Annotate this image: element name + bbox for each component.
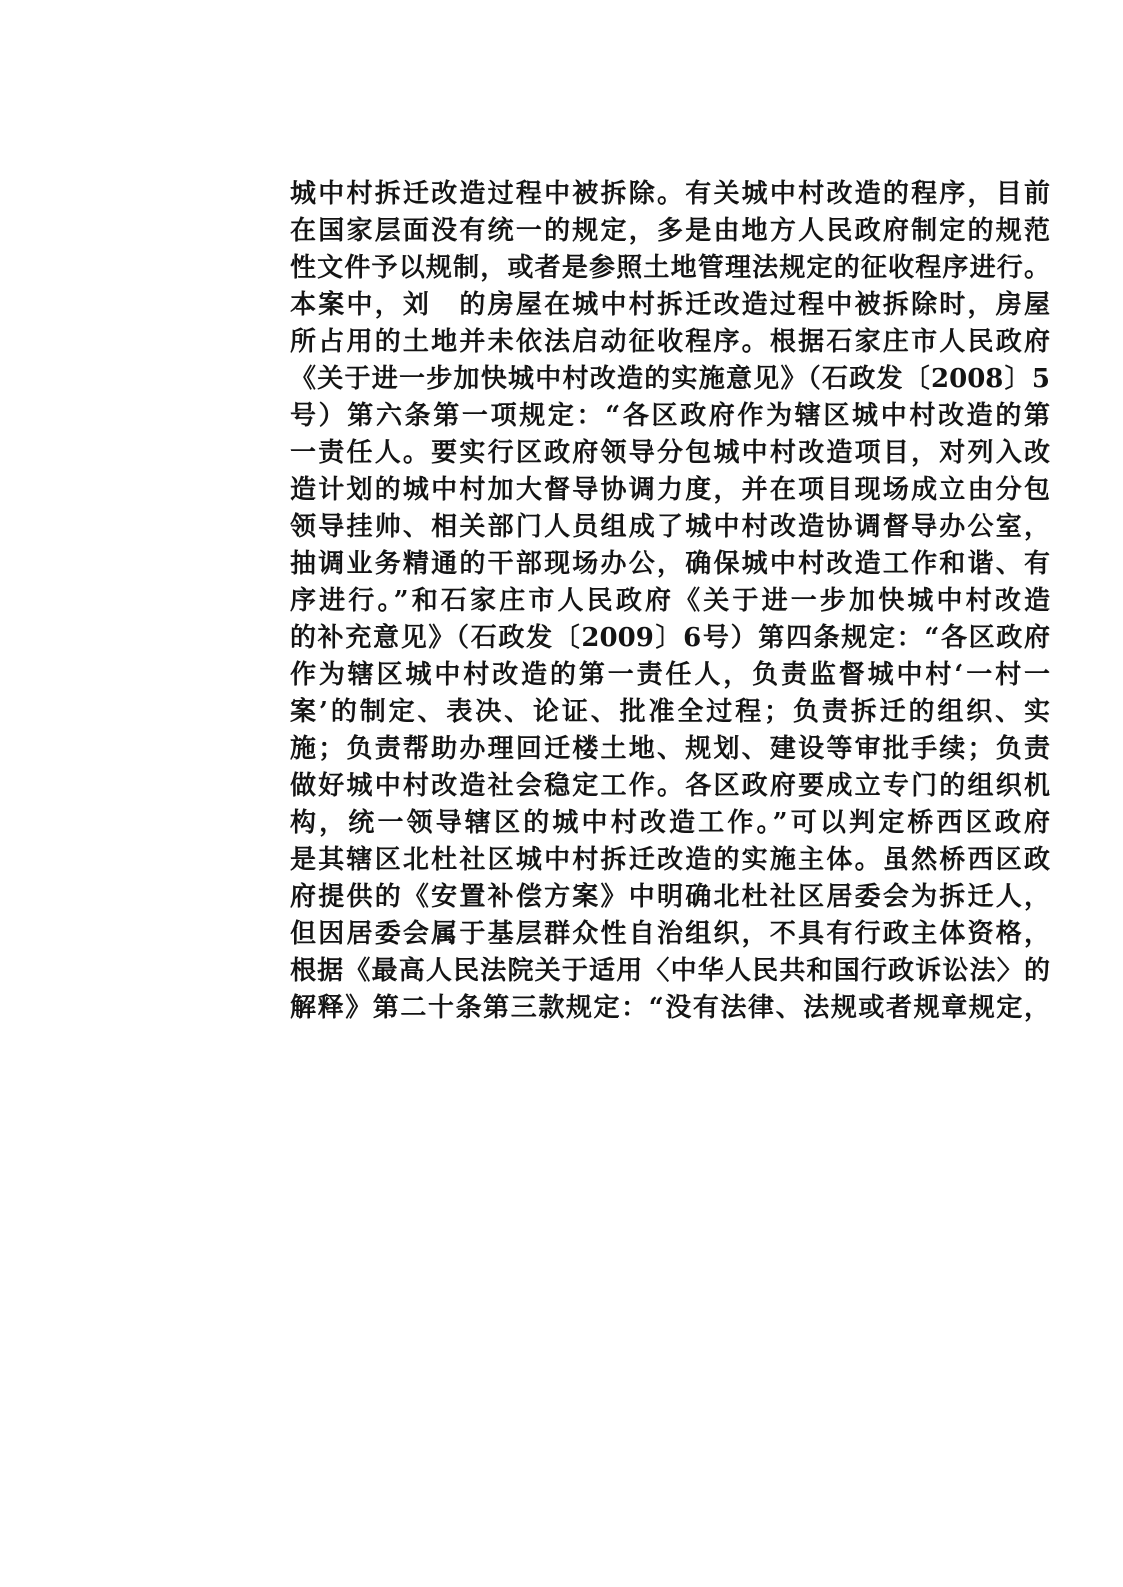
text-line: 领导挂帅、相关部门人员组成了城中村改造协调督导办公室， xyxy=(290,512,1050,542)
text-line: 号）第六条第一项规定：“各区政府作为辖区城中村改造的第 xyxy=(290,401,1050,431)
text-line: 案’的制定、表决、论证、批准全过程；负责拆迁的组织、实 xyxy=(290,697,1050,727)
text-line: 作为辖区城中村改造的第一责任人，负责监督城中村‘一村一 xyxy=(290,660,1050,690)
text-line: 抽调业务精通的干部现场办公，确保城中村改造工作和谐、有 xyxy=(290,549,1050,579)
text-line: 所占用的土地并未依法启动征收程序。根据石家庄市人民政府 xyxy=(290,327,1050,357)
text-line: 的补充意见》（石政发〔2009〕6号）第四条规定：“各区政府 xyxy=(290,623,1050,653)
text-line: 构，统一领导辖区的城中村改造工作。”可以判定桥西区政府 xyxy=(290,808,1050,838)
text-line: 城中村拆迁改造过程中被拆除。有关城中村改造的程序，目前 xyxy=(290,179,1050,209)
text-line: 本案中，刘 的房屋在城中村拆迁改造过程中被拆除时，房屋 xyxy=(290,290,1050,320)
text-line: 一责任人。要实行区政府领导分包城中村改造项目，对列入改 xyxy=(290,438,1050,468)
text-line: 做好城中村改造社会稳定工作。各区政府要成立专门的组织机 xyxy=(290,771,1050,801)
text-line: 府提供的《安置补偿方案》中明确北杜社区居委会为拆迁人， xyxy=(290,882,1050,912)
text-line: 在国家层面没有统一的规定，多是由地方人民政府制定的规范 xyxy=(290,216,1050,246)
text-line: 序进行。”和石家庄市人民政府《关于进一步加快城中村改造 xyxy=(290,586,1050,616)
text-line: 但因居委会属于基层群众性自治组织，不具有行政主体资格， xyxy=(290,919,1050,949)
body-text xyxy=(290,176,1050,1027)
text-line: 施；负责帮助办理回迁楼土地、规划、建设等审批手续；负责 xyxy=(290,734,1050,764)
text-line: 《关于进一步加快城中村改造的实施意见》（石政发〔2008〕5 xyxy=(290,364,1050,394)
text-line: 是其辖区北杜社区城中村拆迁改造的实施主体。虽然桥西区政 xyxy=(290,845,1050,875)
text-line: 性文件予以规制，或者是参照土地管理法规定的征收程序进行。 xyxy=(290,253,1050,283)
text-line: 造计划的城中村加大督导协调力度，并在项目现场成立由分包 xyxy=(290,475,1050,505)
text-line: 根据《最高人民法院关于适用〈中华人民共和国行政诉讼法〉的 xyxy=(290,956,1050,986)
text-line: 解释》第二十条第三款规定：“没有法律、法规或者规章规定， xyxy=(290,993,1050,1023)
